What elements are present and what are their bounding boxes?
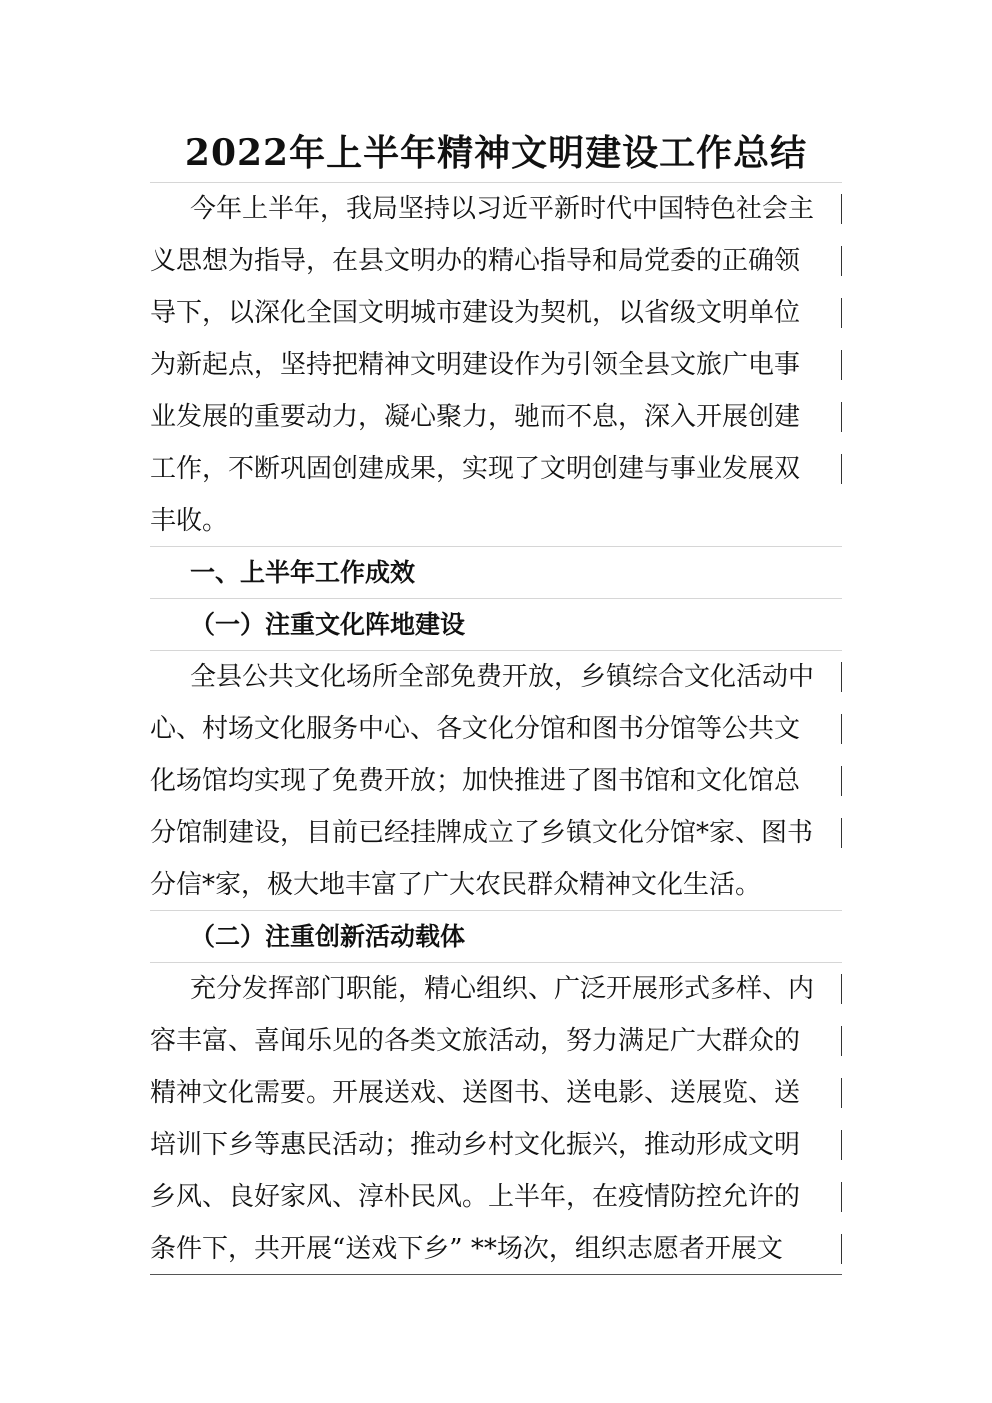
text-line: 培训下乡等惠民活动；推动乡村文化振兴，推动形成文明 (150, 1119, 842, 1171)
text-line: 充分发挥部门职能，精心组织、广泛开展形式多样、内 (150, 963, 842, 1015)
text-line: 丰收。 (150, 506, 229, 536)
heading-text: （二）注重创新活动载体 (190, 922, 466, 951)
text-line: 心、村场文化服务中心、各文化分馆和图书分馆等公共文 (150, 703, 842, 755)
text-line: 工作，不断巩固创建成果，实现了文明创建与事业发展双 (150, 443, 842, 495)
text-line: 容丰富、喜闻乐见的各类文旅活动，努力满足广大群众的 (150, 1015, 842, 1067)
paragraph-intro (150, 182, 842, 547)
page-bottom-rule (150, 1274, 842, 1275)
paragraph-activities (150, 962, 842, 1275)
paragraph-venues (150, 650, 842, 911)
text-line: 义思想为指导，在县文明办的精心指导和局党委的正确领 (150, 235, 842, 287)
text-line: 业发展的重要动力，凝心聚力，驰而不息，深入开展创建 (150, 391, 842, 443)
section-heading (150, 546, 842, 599)
subsection-heading (150, 910, 842, 963)
text-line: 全县公共文化场所全部免费开放，乡镇综合文化活动中 (150, 651, 842, 703)
text-line: 精神文化需要。开展送戏、送图书、送电影、送展览、送 (150, 1067, 842, 1119)
text-line: 导下，以深化全国文明城市建设为契机，以省级文明单位 (150, 287, 842, 339)
text-line: 今年上半年，我局坚持以习近平新时代中国特色社会主 (150, 183, 842, 235)
document-title: 2022年上半年精神文明建设工作总结 (184, 132, 808, 174)
subsection-heading (150, 598, 842, 651)
heading-text: 一、上半年工作成效 (190, 558, 416, 587)
text-line: 条件下，共开展“送戏下乡” **场次，组织志愿者开展文 (150, 1223, 842, 1275)
text-line: 分信*家，极大地丰富了广大农民群众精神文化生活。 (150, 870, 762, 900)
text-line: 分馆制建设，目前已经挂牌成立了乡镇文化分馆*家、图书 (150, 807, 842, 859)
text-line: 化场馆均实现了免费开放；加快推进了图书馆和文化馆总 (150, 755, 842, 807)
heading-text: （一）注重文化阵地建设 (190, 610, 466, 639)
text-line: 为新起点，坚持把精神文明建设作为引领全县文旅广电事 (150, 339, 842, 391)
text-line: 乡风、良好家风、淳朴民风。上半年，在疫情防控允许的 (150, 1171, 842, 1223)
